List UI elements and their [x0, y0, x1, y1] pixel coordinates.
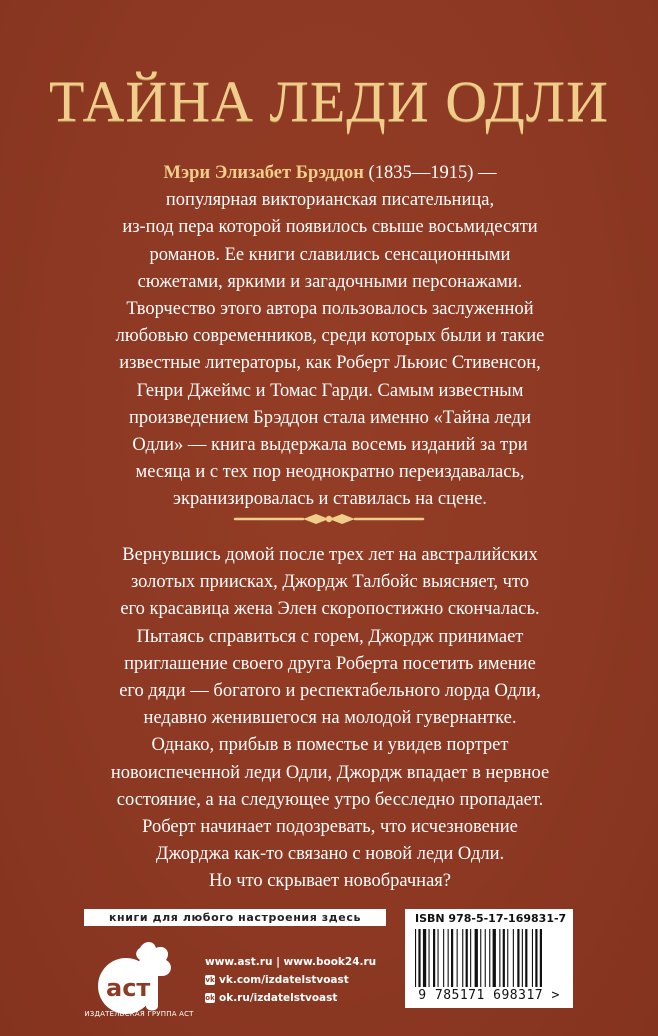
publisher-caption: ИЗДАТЕЛЬСКАЯ ГРУППА АСТ [84, 1010, 194, 1018]
synopsis-line: недавно женившегося на молодой гувернантке. [143, 708, 517, 729]
bio-line: из-под пера которой появилось свыше восьмидесяти [122, 217, 538, 238]
publisher-footer [0, 900, 658, 1036]
synopsis-line: его дяди — богатого и респектабельного лорда Одли, [119, 681, 541, 702]
synopsis-line: золотых приисках, Джордж Талбойс выясняет, что [130, 572, 530, 593]
ok-link[interactable] [205, 989, 405, 1007]
synopsis-line: его красавица жена Элен скоропостижно скончалась. [120, 599, 540, 620]
bio-line: экранизировалась и ставилась на сцене. [173, 489, 487, 510]
bio-line: любовью современников, среди которых были и такие [115, 326, 545, 347]
bio-line: (1835—1915) — [363, 163, 497, 183]
synopsis-line: Но что скрывает новобрачная? [208, 871, 452, 892]
bio-line: популярная викторианская писательница, [165, 190, 495, 211]
author-bio [60, 160, 600, 514]
synopsis-line: Однако, прибыв в поместье и увидев портрет [151, 735, 509, 756]
bio-line: Одли» — книга выдержала восемь изданий за три [132, 435, 528, 456]
barcode-icon [415, 929, 565, 987]
websites-text[interactable]: www.ast.ru | www.book24.ru [205, 956, 377, 968]
synopsis-line: новоиспеченной леди Одли, Джордж впадает в нервное [110, 762, 550, 783]
barcode-digits: 9 785171 698317 > [418, 988, 560, 1003]
bio-line: месяца и с тех пор неоднократно переиздавалась, [135, 462, 525, 483]
bio-line: Генри Джеймс и Томас Гарди. Самым известным [136, 380, 524, 401]
synopsis-line: приглашение своего друга Роберта посетить имение [124, 653, 536, 674]
bio-line: сюжетами, яркими и загадочными персонажами. [137, 271, 523, 292]
bio-line: Творчество этого автора пользовалось заслуженной [126, 299, 534, 320]
isbn-barcode [405, 909, 573, 1008]
divider-ornament-icon [233, 511, 425, 527]
synopsis-line: Джорджа как-то связано с новой леди Одли. [155, 844, 505, 865]
synopsis-line: Вернувшись домой после трех лет на австралийских [122, 545, 538, 565]
synopsis-line: состояние, а на следующее утро бесследно пропадает. [116, 789, 544, 810]
synopsis-line: Пытаясь справиться с горем, Джордж принимает [136, 626, 524, 647]
bio-line: романов. Ее книги славились сенсационными [149, 244, 511, 265]
bio-line: произведением Брэддон стала именно «Тайна леди [129, 407, 531, 428]
ok-icon: ok [205, 994, 215, 1002]
synopsis-line: Роберт начинает подозревать, что исчезновение [142, 817, 518, 838]
author-name: Мэри Элизабет Брэддон [163, 163, 364, 183]
bio-line: известные литераторы, как Роберт Льюис Стивенсон, [119, 353, 541, 374]
publisher-links [205, 953, 405, 1007]
book-title: ТАЙНА ЛЕДИ ОДЛИ [48, 69, 610, 134]
vk-icon: vk [205, 976, 215, 984]
vk-link[interactable] [205, 971, 405, 989]
vk-link-label: vk.com/izdatelstvoast [219, 974, 349, 986]
ok-link-label: ok.ru/izdatelstvoast [219, 992, 338, 1004]
book-synopsis [60, 542, 600, 896]
svg-text:аст: аст [106, 974, 151, 1002]
publisher-tagline: книги для любого настроения здесь [84, 909, 386, 926]
isbn-number: ISBN 978-5-17-169831-7 [415, 912, 567, 925]
